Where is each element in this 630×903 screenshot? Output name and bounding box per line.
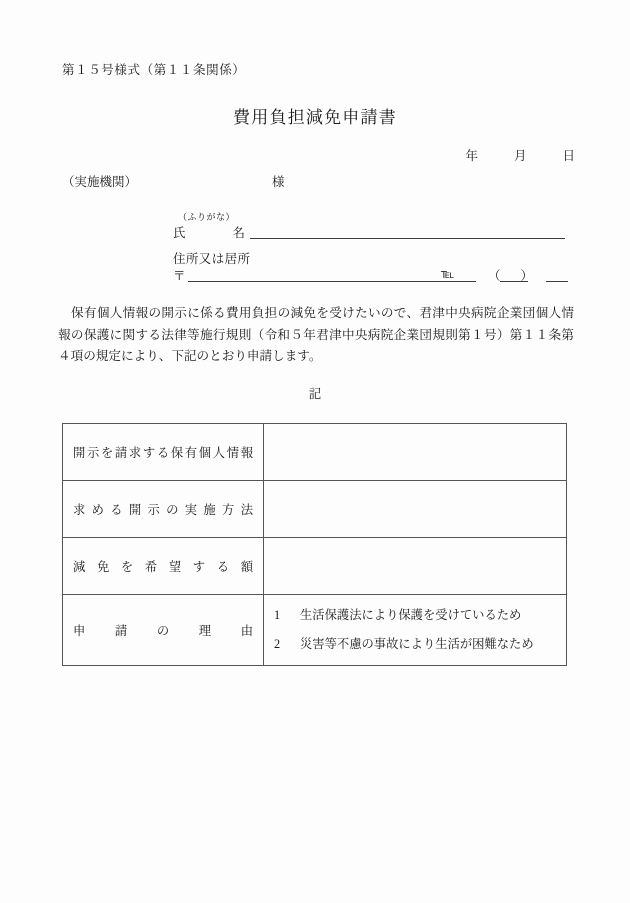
telephone-rule-prefix[interactable] [500,281,528,282]
table-row-label [63,424,264,481]
telephone-parenthesis: （） [488,269,554,283]
address-input-rule[interactable] [188,281,438,282]
reason-option-list [274,601,556,659]
row-label-text: 求める開示の実施方法 [73,503,253,517]
date-month-label: 月 [513,149,527,163]
name-label-char-2: 名 [232,226,245,240]
date-line [465,146,575,164]
reason-options-cell [264,595,567,666]
reason-option-2[interactable] [274,630,556,659]
table-row [63,424,567,481]
page-title: 費用負担減免申請書 [233,108,397,127]
telephone-rule-area[interactable] [438,281,476,282]
name-label [173,223,245,241]
row-label-text: 減免を希望する額 [73,560,253,574]
table-row-value[interactable] [264,538,567,595]
table-row [63,481,567,538]
reason-option-text: 災害等不慮の事故により生活が困難なため [300,637,534,651]
table-row-label [63,481,264,538]
application-table [62,423,567,666]
ki-marker: 記 [308,387,322,401]
table-row-label [63,538,264,595]
table-row-label [63,595,264,666]
name-label-char-1: 氏 [173,226,186,240]
telephone-rule-number[interactable] [546,281,568,282]
table-row-reason [63,595,567,666]
addressee-honorific: 様 [272,175,285,189]
date-year-label: 年 [465,149,478,163]
reason-option-number: 1 [274,608,281,622]
date-day-label: 日 [562,149,575,163]
reason-option-number: 2 [274,637,281,651]
address-label: 住所又は居所 [173,252,251,266]
row-label-text: 開示を請求する保有個人情報 [73,446,253,460]
table-row-value[interactable] [264,481,567,538]
name-input-rule[interactable] [250,238,565,239]
row-label-text: 申請の理由 [73,624,253,638]
telephone-icon: ℡ [441,267,455,281]
furigana-label: （ふりがな） [178,212,236,222]
addressee-organization-label: （実施機関） [62,175,138,189]
body-paragraph: 保有個人情報の開示に係る費用負担の減免を受けたいので、君津中央病院企業団個人情報の保護に関する法律等施行規則（令和５年君津中央病院企業団規則第１号）第１１条第４項の規定により、下記のとおり申請します。 [58,306,574,363]
table-row [63,538,567,595]
form-number: 第１５号様式（第１１条関係） [62,63,246,77]
reason-option-text: 生活保護法により保護を受けているため [300,608,522,622]
table-row-value[interactable] [264,424,567,481]
reason-option-1[interactable] [274,601,556,630]
postal-code-icon: 〒 [173,269,186,283]
